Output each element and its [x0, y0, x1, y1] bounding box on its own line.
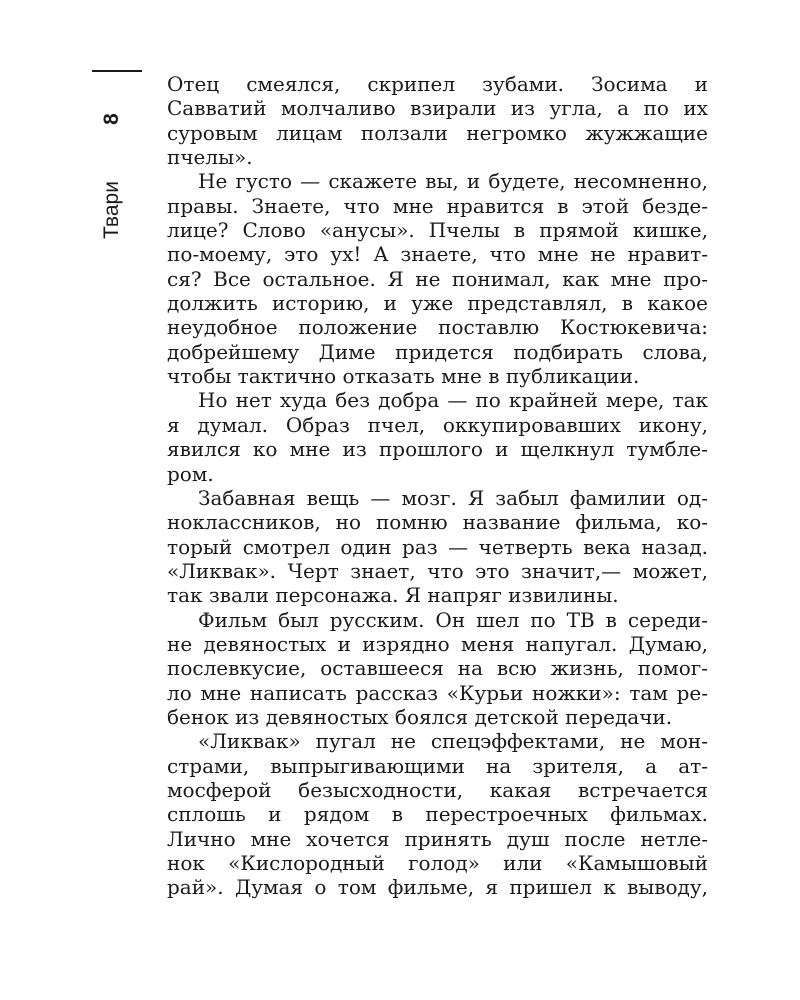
text-line: лице? Слово «анусы». Пчелы в прямой кишке,: [167, 218, 708, 243]
text-line: суровым лицам ползали негромко жужжащие: [167, 120, 708, 145]
text-line: страми, выпрыгивающими на зрителя, а ат-: [167, 753, 708, 778]
text-line: торый смотрел один раз — четверть века назад.: [167, 534, 708, 559]
text-line: не девяностых и изрядно меня напугал. Думаю,: [167, 631, 708, 656]
text-line: правы. Знаете, что мне нравится в этой безде-: [167, 193, 708, 218]
text-line: послевкусие, оставшееся на всю жизнь, помог-: [167, 656, 708, 681]
text-line: добрейшему Диме придется подбирать слова,: [167, 339, 708, 364]
text-line: бенок из девяностых боялся детской передачи.: [167, 704, 673, 729]
text-line: рай». Думая о том фильме, я пришел к выводу,: [167, 875, 708, 900]
text-line: должить историю, и уже представлял, в какое: [167, 291, 708, 316]
text-line: по-моему, это ух! А знаете, что мне не нравит-: [167, 242, 708, 267]
text-line: Отец смеялся, скрипел зубами. Зосима и: [167, 72, 708, 96]
text-line: Забавная вещь — мозг. Я забыл фамилии од-: [198, 485, 708, 510]
text-line: так звали персонажа. Я напряг извилины.: [167, 583, 619, 608]
text-line: Не густо — скажете вы, и будете, несомненно,: [198, 169, 708, 194]
body-text: [167, 72, 708, 900]
text-line: Фильм был русским. Он шел по ТВ в середи-: [198, 607, 708, 632]
text-line: «Ликвак» пугал не спецэффектами, не мон-: [198, 729, 708, 754]
text-line: чтобы тактично отказать мне в публикации.: [167, 364, 640, 389]
text-line: неудобное положение поставлю Костюкевича:: [167, 315, 708, 340]
text-line: ром.: [167, 461, 214, 486]
text-line: я думал. Образ пчел, оккупировавших икону,: [167, 412, 708, 437]
page-number: 8: [100, 113, 123, 125]
running-head: Твари: [100, 181, 123, 239]
text-line: мосферой безысходности, какая встречается: [167, 777, 708, 802]
text-line: ноклассников, но помню название фильма, ко-: [167, 510, 708, 535]
text-line: явился ко мне из прошлого и щелкнул тумбле-: [167, 437, 708, 462]
text-line: Лично мне хочется принять душ после нетле-: [167, 826, 708, 851]
text-line: ся? Все остальное. Я не понимал, как мне про-: [167, 266, 708, 291]
text-line: пчелы».: [167, 145, 253, 170]
text-line: ло мне написать рассказ «Курьи ножки»: там ре-: [167, 680, 708, 705]
header-rule: [92, 70, 142, 72]
text-line: Савватий молчаливо взирали из угла, а по их: [167, 96, 708, 121]
text-line: Но нет худа без добра — по крайней мере, так: [198, 388, 708, 413]
text-line: «Ликвак». Черт знает, что это значит,— может,: [167, 558, 708, 583]
text-line: нок «Кислородный голод» или «Камышовый: [167, 851, 708, 875]
text-line: сплошь и рядом в перестроечных фильмах.: [167, 802, 708, 827]
